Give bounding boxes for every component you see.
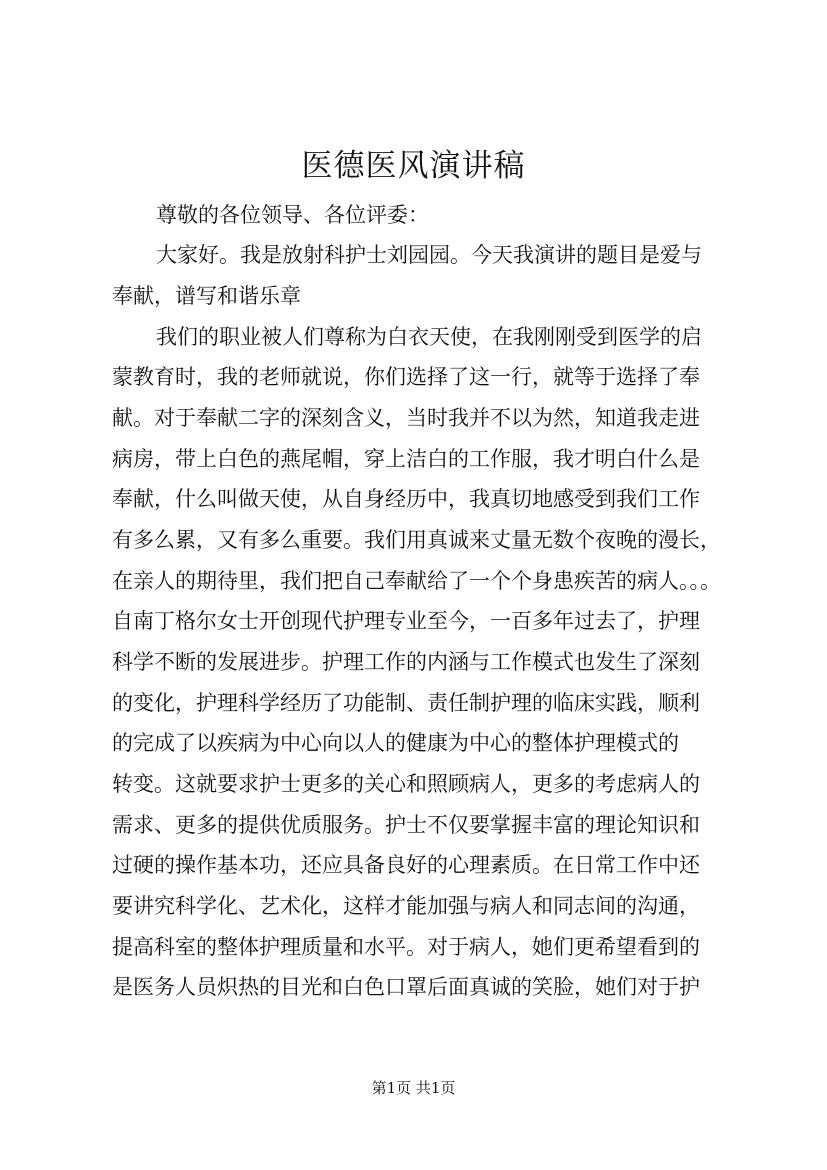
page-number-footer: 第1页 共1页 <box>371 1079 456 1097</box>
body-line: 奉献，什么叫做天使，从自身经历中，我真切地感受到我们工作 <box>112 487 700 511</box>
body-line: 献。对于奉献二字的深刻含义，当时我并不以为然，知道我走进 <box>112 406 700 430</box>
body-line: 是医务人员炽热的目光和白色口罩后面真诚的笑脸，她们对于护 <box>112 975 700 999</box>
body-line: 我们的职业被人们尊称为白衣天使，在我刚刚受到医学的启 <box>156 325 702 349</box>
body-line: 科学不断的发展进步。护理工作的内涵与工作模式也发生了深刻 <box>112 650 700 674</box>
body-line: 提高科室的整体护理质量和水平。对于病人，她们更希望看到的 <box>112 935 700 959</box>
body-line: 有多么累，又有多么重要。我们用真诚来丈量无数个夜晚的漫长， <box>112 528 721 552</box>
body-line: 的变化，护理科学经历了功能制、责任制护理的临床实践，顺利 <box>112 691 700 715</box>
body-line: 过硬的操作基本功，还应具备良好的心理素质。在日常工作中还 <box>112 853 700 877</box>
body-line: 病房，带上白色的燕尾帽，穿上洁白的工作服，我才明白什么是 <box>112 447 700 471</box>
body-line: 的完成了以疾病为中心向以人的健康为中心的整体护理模式的 <box>112 731 679 755</box>
salutation-line: 尊敬的各位领导、各位评委： <box>156 203 429 227</box>
body-line: 在亲人的期待里，我们把自己奉献给了一个个身患疾苦的病人。。。 <box>112 569 721 593</box>
body-line: 蒙教育时，我的老师就说，你们选择了这一行，就等于选择了奉 <box>112 365 700 389</box>
body-line: 自南丁格尔女士开创现代护理专业至今，一百多年过去了，护理 <box>112 609 700 633</box>
document-title: 医德医风演讲稿 <box>301 148 526 184</box>
body-line: 需求、更多的提供优质服务。护士不仅要掌握丰富的理论知识和 <box>112 813 700 837</box>
body-line: 要讲究科学化、艺术化，这样才能加强与病人和同志间的沟通， <box>112 894 700 918</box>
body-line: 大家好。我是放射科护士刘园园。今天我演讲的题目是爱与 <box>156 243 702 267</box>
body-line: 奉献，谱写和谐乐章 <box>112 284 301 308</box>
body-line: 转变。这就要求护士更多的关心和照顾病人，更多的考虑病人的 <box>112 772 700 796</box>
